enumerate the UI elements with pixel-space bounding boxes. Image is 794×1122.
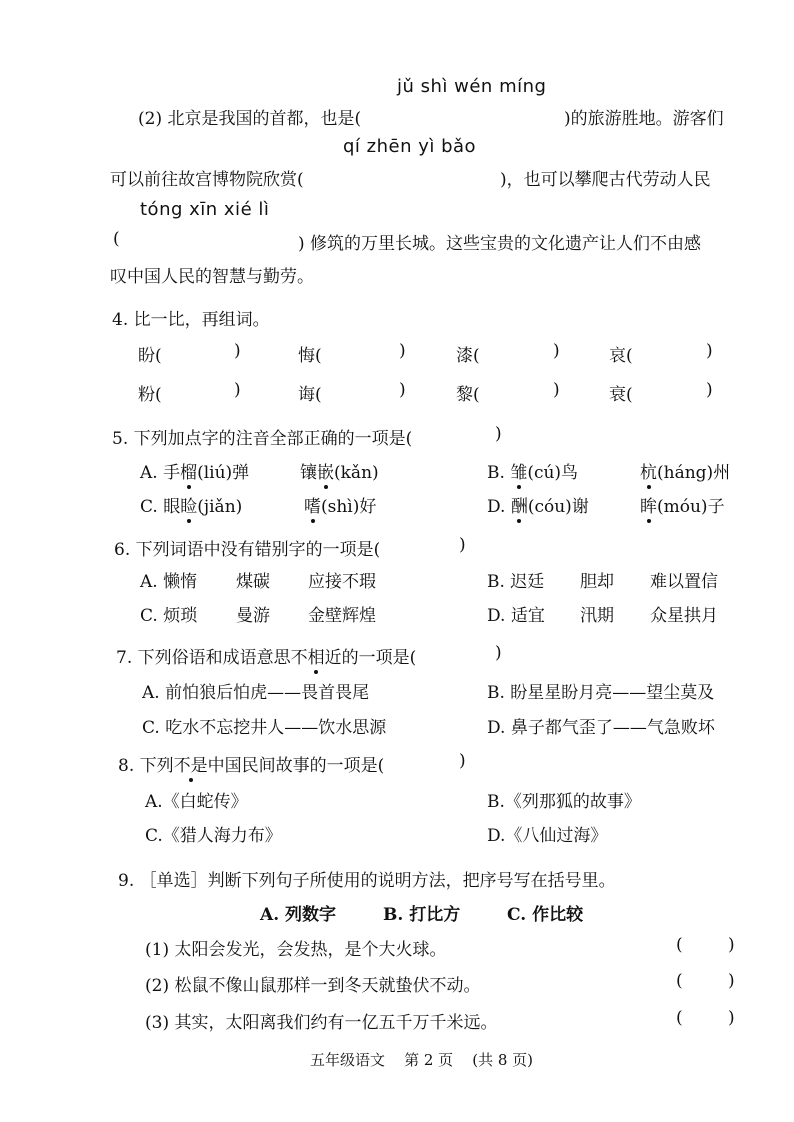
- q6-option-d-word: 汛期: [580, 606, 614, 626]
- pinyin-tongxinxieli: tóng xīn xié lì: [140, 199, 270, 220]
- q3-line2-end: )，也可以攀爬古代劳动人民: [500, 170, 711, 190]
- q6-option-a-word: 应接不瑕: [308, 572, 376, 592]
- q4-bracket-close[interactable]: ): [399, 341, 406, 361]
- q9-answer-close[interactable]: ): [728, 1008, 735, 1028]
- q9-title: 9. ［单选］判断下列句子所使用的说明方法，把序号写在括号里。: [118, 871, 616, 891]
- q6-option-c-word: 金壁辉煌: [308, 606, 376, 626]
- q9-answer-close[interactable]: ): [728, 971, 735, 991]
- q6-option-b-word: 胆却: [580, 572, 614, 592]
- q4-char: 悔(: [298, 346, 322, 366]
- q5-title: 5. 下列加点字的注音全部正确的一项是(: [112, 429, 413, 449]
- pinyin-jushiwenming: jǔ shì wén míng: [397, 76, 547, 97]
- q7-option-d: D. 鼻子都气歪了——气急败坏: [487, 718, 715, 738]
- q8-answer-bracket[interactable]: ): [459, 751, 466, 771]
- q8-title: 8. 下列不是中国民间故事的一项是(: [118, 751, 384, 776]
- q9-item: (1) 太阳会发光，会发热，是个大火球。: [145, 940, 447, 960]
- q4-char: 哀(: [609, 346, 633, 366]
- q8-option-a: A.《白蛇传》: [145, 792, 248, 812]
- q9-method-option: C. 作比较: [507, 905, 584, 925]
- q9-method-option: A. 列数字: [260, 905, 337, 925]
- q5-answer-bracket[interactable]: ): [495, 424, 502, 444]
- q6-option-b-word: 难以置信: [650, 572, 718, 592]
- q3-line1-start: (2) 北京是我国的首都，也是(: [138, 109, 362, 129]
- pinyin-qizhenyibao: qí zhēn yì bǎo: [343, 136, 477, 157]
- q6-title: 6. 下列词语中没有错别字的一项是(: [114, 540, 381, 560]
- q6-option-c-word: 曼游: [236, 606, 270, 626]
- q6-option-b-word: B. 迟廷: [487, 572, 545, 592]
- q4-bracket-close[interactable]: ): [234, 341, 241, 361]
- q7-title: 7. 下列俗语和成语意思不相近的一项是(: [116, 643, 416, 668]
- q4-bracket-close[interactable]: ): [399, 380, 406, 400]
- q3-line2-start: 可以前往故宫博物院欣赏(: [110, 170, 304, 190]
- q3-line3-rest: ) 修筑的万里长城。这些宝贵的文化遗产让人们不由感: [298, 234, 702, 254]
- q6-answer-bracket[interactable]: ): [459, 535, 466, 555]
- q9-answer-open[interactable]: (: [676, 935, 683, 955]
- q4-char: 黎(: [456, 385, 480, 405]
- q3-line3-open: (: [113, 229, 120, 249]
- page-footer: 五年级语文 第 2 页 (共 8 页): [310, 1051, 534, 1069]
- q3-line1-end: )的旅游胜地。游客们: [564, 109, 724, 129]
- q4-char: 诲(: [298, 385, 322, 405]
- q8-option-b: B.《列那狐的故事》: [487, 792, 641, 812]
- q8-option-d: D.《八仙过海》: [487, 826, 608, 846]
- q5-option-d2: 眸(móu)子: [640, 492, 725, 517]
- q6-option-c-word: C. 烦琐: [140, 606, 198, 626]
- q5-option-b1: B. 雏(cú)鸟: [487, 458, 578, 483]
- q5-option-b2: 杭(háng)州: [640, 458, 730, 483]
- q8-option-c: C.《猎人海力布》: [145, 826, 282, 846]
- q9-method-option: B. 打比方: [383, 905, 461, 925]
- q7-option-b: B. 盼星星盼月亮——望尘莫及: [487, 683, 715, 703]
- q5-option-c1: C. 眼睑(jiǎn): [140, 492, 242, 517]
- q6-option-d-word: 众星拱月: [650, 606, 718, 626]
- q4-char: 盼(: [138, 346, 162, 366]
- q3-line4: 叹中国人民的智慧与勤劳。: [110, 267, 314, 287]
- q7-option-a: A. 前怕狼后怕虎——畏首畏尾: [142, 683, 370, 703]
- q4-bracket-close[interactable]: ): [234, 380, 241, 400]
- q5-option-d1: D. 酬(cóu)谢: [487, 492, 589, 517]
- q5-option-c2: 嗜(shì)好: [304, 492, 376, 517]
- q4-bracket-close[interactable]: ): [706, 380, 713, 400]
- q4-char: 漆(: [456, 346, 480, 366]
- q9-answer-close[interactable]: ): [728, 935, 735, 955]
- q5-option-a2: 镶嵌(kǎn): [300, 458, 379, 483]
- q4-char: 衰(: [609, 385, 633, 405]
- q4-char: 粉(: [138, 385, 162, 405]
- q6-option-a-word: 煤碳: [236, 572, 270, 592]
- q6-option-a-word: A. 懒惰: [140, 572, 198, 592]
- q4-bracket-close[interactable]: ): [706, 341, 713, 361]
- q6-option-d-word: D. 适宜: [487, 606, 545, 626]
- q9-answer-open[interactable]: (: [676, 1008, 683, 1028]
- q7-answer-bracket[interactable]: ): [495, 643, 502, 663]
- q9-item: (3) 其实，太阳离我们约有一亿五千万千米远。: [145, 1013, 498, 1033]
- q4-title: 4. 比一比，再组词。: [112, 310, 270, 330]
- q5-option-a1: A. 手榴(liú)弹: [140, 458, 249, 483]
- q4-bracket-close[interactable]: ): [553, 380, 560, 400]
- q9-item: (2) 松鼠不像山鼠那样一到冬天就蛰伏不动。: [145, 976, 481, 996]
- q9-answer-open[interactable]: (: [676, 971, 683, 991]
- q4-bracket-close[interactable]: ): [553, 341, 560, 361]
- q7-option-c: C. 吃水不忘挖井人——饮水思源: [142, 718, 387, 738]
